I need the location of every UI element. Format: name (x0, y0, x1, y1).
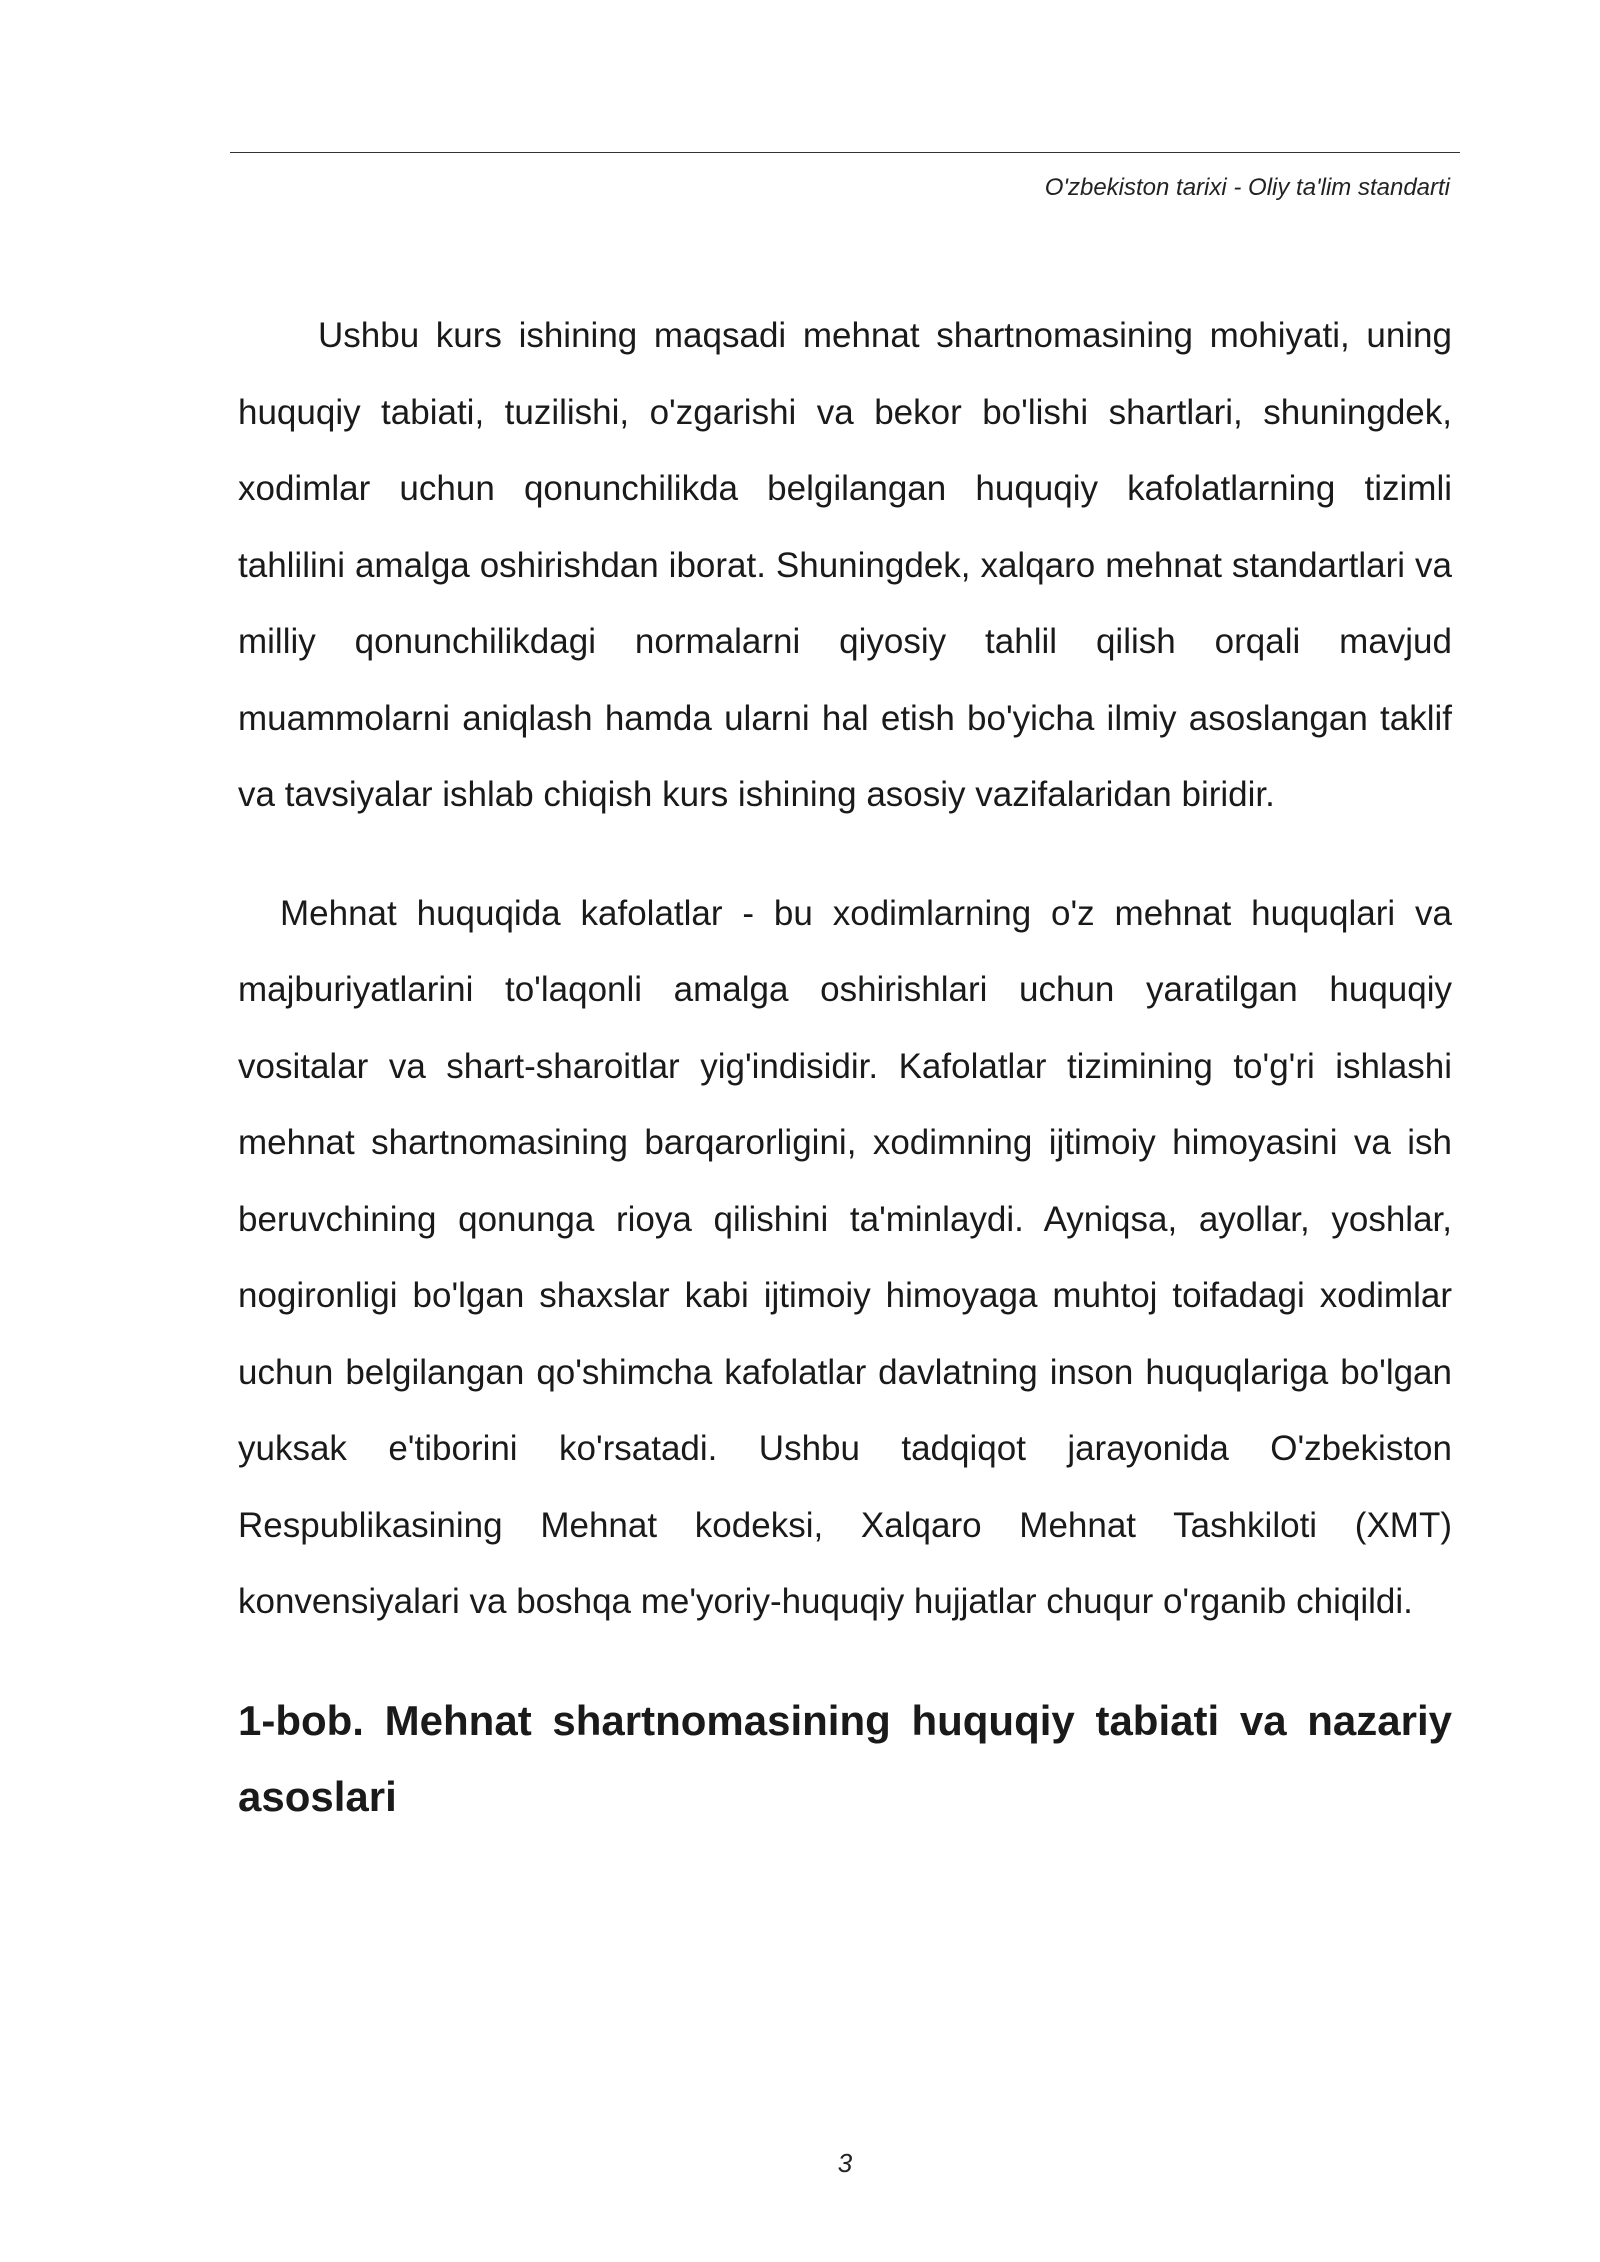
page-content (238, 298, 1452, 1836)
running-header: O'zbekiston tarixi - Oliy ta'lim standarti (1044, 174, 1450, 201)
page-number: 3 (837, 2148, 853, 2178)
body-paragraph-1: Ushbu kurs ishining maqsadi mehnat shartnomasining mohiyati, uning huquqiy tabiati, tuzilishi, o'zgarishi va bekor bo'lishi shartlari, shuningdek, xodimlar uchun qonunchilikda belgilangan huquqiy kafolatlarning tizimli tahlilini amalga oshirishdan iborat. Shuningdek, xalqaro mehnat standartlari va milliy qonunchilikdagi normalarni qiyosiy tahlil qilish orqali mavjud muammolarni aniqlash hamda ularni hal etish bo'yicha ilmiy asoslangan taklif va tavsiyalar ishlab chiqish kurs ishining asosiy vazifalaridan biridir. (238, 316, 1452, 814)
chapter-heading: 1-bob. Mehnat shartnomasining huquqiy tabiati va nazariy asoslari (238, 1696, 1452, 1820)
body-paragraph-2: Mehnat huquqida kafolatlar - bu xodimlarning o'z mehnat huquqlari va majburiyatlarini to'laqonli amalga oshirishlari uchun yaratilgan huquqiy vositalar va shart-sharoitlar yig'indisidir. Kafolatlar tizimining to'g'ri ishlashi mehnat shartnomasining barqarorligini, xodimning ijtimoiy himoyasini va ish beruvchining qonunga rioya qilishini ta'minlaydi. Ayniqsa, ayollar, yoshlar, nogironligi bo'lgan shaxslar kabi ijtimoiy himoyaga muhtoj toifadagi xodimlar uchun belgilangan qo'shimcha kafolatlar davlatning inson huquqlariga bo'lgan yuksak e'tiborini ko'rsatadi. Ushbu tadqiqot jarayonida O'zbekiston Respublikasining Mehnat kodeksi, Xalqaro Mehnat Tashkiloti (XMT) konvensiyalari va boshqa me'yoriy-huquqiy hujjatlar chuqur o'rganib chiqildi. (238, 893, 1452, 1621)
header-divider (230, 152, 1460, 153)
